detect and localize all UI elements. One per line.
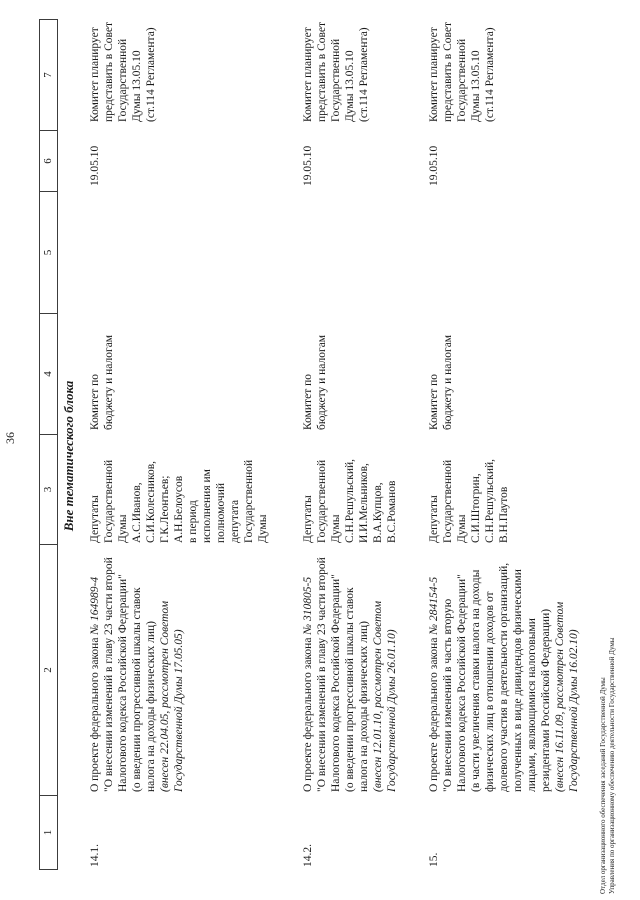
text-line [172,557,186,792]
table-header-row [39,19,58,870]
text-segment: Налогового кодекса Российской Федерации" [456,574,468,792]
date-cell: 19.05.10 [89,145,101,186]
table-row [301,0,398,900]
text-segment: Государственной Думы 17.05.05) [173,629,185,792]
text-line: Государственной [316,459,328,543]
text-line: (ст.114 Регламента) [484,27,496,122]
text-line: В.А.Купцов, [372,482,384,543]
text-line: С.Н.Решульский, [344,458,356,543]
text-segment: налога на доходы физических лиц) [358,620,370,792]
text-line [88,557,102,792]
text-segment: полученных в виде дивидендов физическими [512,569,524,792]
text-line: Комитет планирует [89,27,101,122]
text-line: Думы [330,514,342,543]
text-line: Думы 13.05.10 [470,50,482,122]
text-line [102,557,116,792]
row-number: 15. [428,852,440,867]
text-segment: (о введении прогрессивной шкалы ставок [131,587,143,792]
bill-title-cell [88,557,186,792]
bill-title-cell [301,557,399,792]
text-line: И.И.Мельников, [358,463,370,543]
header-cell-3: 3 [39,434,58,545]
text-line: Комитет по [428,374,440,430]
text-segment: О проекте федерального закона [428,634,440,792]
text-line: бюджету и налогам [103,334,115,430]
text-segment: Налогового кодекса Российской Федерации" [117,574,129,792]
text-line: Депутаты [302,495,314,543]
text-segment: О проекте федерального закона [302,634,314,792]
header-cell-4: 4 [39,313,58,435]
text-line: бюджету и налогам [442,334,454,430]
text-line [455,563,469,792]
text-segment: № 284154-5 [428,576,440,635]
text-line: Государственной [456,38,468,122]
text-line: полномочий [215,483,227,543]
text-segment: № 310805-5 [302,576,314,635]
text-line [315,557,329,792]
page-footer [599,638,616,894]
text-segment: О проекте федерального закона [89,634,101,792]
header-cell-2: 2 [39,544,58,796]
text-segment: физических лиц в отношении доходов от [484,591,496,792]
text-line [525,563,539,792]
text-segment: налога на доходы физических лиц) [145,620,157,792]
date-cell: 19.05.10 [302,145,314,186]
initiators-cell [88,460,270,543]
text-line: А.С.Иванов, [131,482,143,543]
text-line: С.И.Колесников, [145,460,157,543]
text-line: А.Н.Белоусов [173,475,185,543]
date-cell: 19.05.10 [428,145,440,186]
text-line: Думы [117,514,129,543]
text-line: Государственной [330,38,342,122]
text-line: бюджету и налогам [316,334,328,430]
text-segment: № 164989-4 [89,576,101,635]
text-segment: "О внесении изменений в часть вторую [442,598,454,792]
text-line: Депутаты [89,495,101,543]
text-segment: (внесен 22.04.05, рассмотрен Советом [159,600,171,792]
text-line [158,557,172,792]
committee-cell [301,335,329,430]
text-line: Комитет планирует [428,27,440,122]
text-segment: долевого участия в деятельности организаций, [498,562,510,792]
header-cell-6: 6 [39,130,58,192]
text-segment: Налогового кодекса Российской Федерации" [330,574,342,792]
text-line [343,557,357,792]
initiators-cell [301,459,399,543]
text-line: Государственной [442,459,454,543]
text-line: Депутаты [428,495,440,543]
text-line: Государственной [117,38,129,122]
footer-line-1: Отдел организационного обеспечения заседаний Государственной Думы [599,677,607,894]
text-line [497,563,511,792]
row-number: 14.2. [302,844,314,867]
text-line: Г.К.Леонтьев; [159,475,171,543]
text-line [357,557,371,792]
text-line [553,563,567,792]
text-line: Комитет планирует [302,27,314,122]
text-line: Думы 13.05.10 [344,50,356,122]
text-segment: лицами, являющимися налоговыми [526,618,538,792]
text-line: В.С.Романов [386,480,398,543]
text-line: В.Н.Паутов [498,486,510,543]
committee-cell [427,335,455,430]
text-segment: "О внесении изменений в главу 23 части второй [316,557,328,792]
text-line: (ст.114 Регламента) [358,27,370,122]
committee-plan-cell [427,22,497,122]
text-line [441,563,455,792]
text-line [130,557,144,792]
text-line: С.И.Штогрин, [470,473,482,543]
table-row [88,0,269,900]
text-line: исполнения им [201,469,213,543]
initiators-cell [427,459,511,543]
text-line: Думы [456,514,468,543]
footer-line-2: Управления по организационному обеспечению деятельности Государственной Думы [607,637,616,894]
text-line: Думы [257,514,269,543]
text-line: С.Н.Решульский, [484,458,496,543]
text-line: Думы 13.05.10 [131,50,143,122]
text-line: (ст.114 Регламента) [145,27,157,122]
text-line [329,557,343,792]
text-line: Государственной [103,459,115,543]
bill-title-cell [427,563,581,792]
text-line: Комитет по [302,374,314,430]
text-line [469,563,483,792]
committee-cell [88,335,116,430]
text-segment: Государственной Думы 26.01.10) [386,629,398,792]
section-heading: Вне тематического блока [61,380,76,532]
text-line: в период [187,500,199,543]
header-cell-7: 7 [39,19,58,131]
text-segment: резидентами Российской Федерации) [540,608,552,792]
text-line: представить в Совет [316,21,328,122]
table-row [427,0,580,900]
committee-plan-cell [301,22,371,122]
text-line: Комитет по [89,374,101,430]
text-segment: (в части увеличения ставки налога на доходы [470,569,482,792]
text-line [144,557,158,792]
page-number: 36 [3,432,17,444]
text-line [567,563,581,792]
text-line [116,557,130,792]
text-line: представить в Совет [103,21,115,122]
text-line: Государственной [243,459,255,543]
text-segment: (внесен 12.01.10, рассмотрен Советом [372,600,384,792]
committee-plan-cell [88,22,158,122]
header-cell-5: 5 [39,191,58,314]
text-segment: "О внесении изменений в главу 23 части второй [103,557,115,792]
text-line [371,557,385,792]
text-line [427,563,441,792]
text-line [539,563,553,792]
text-line [301,557,315,792]
text-line [483,563,497,792]
text-line: депутата [229,499,241,543]
text-line [385,557,399,792]
text-segment: (о введении прогрессивной шкалы ставок [344,587,356,792]
text-line [511,563,525,792]
header-cell-1: 1 [39,795,58,870]
row-number: 14.1. [89,844,101,867]
text-segment: (внесен 16.11.09, рассмотрен Советом [554,601,566,792]
text-segment: Государственной Думы 16.02.10) [568,629,580,792]
text-line: представить в Совет [442,21,454,122]
